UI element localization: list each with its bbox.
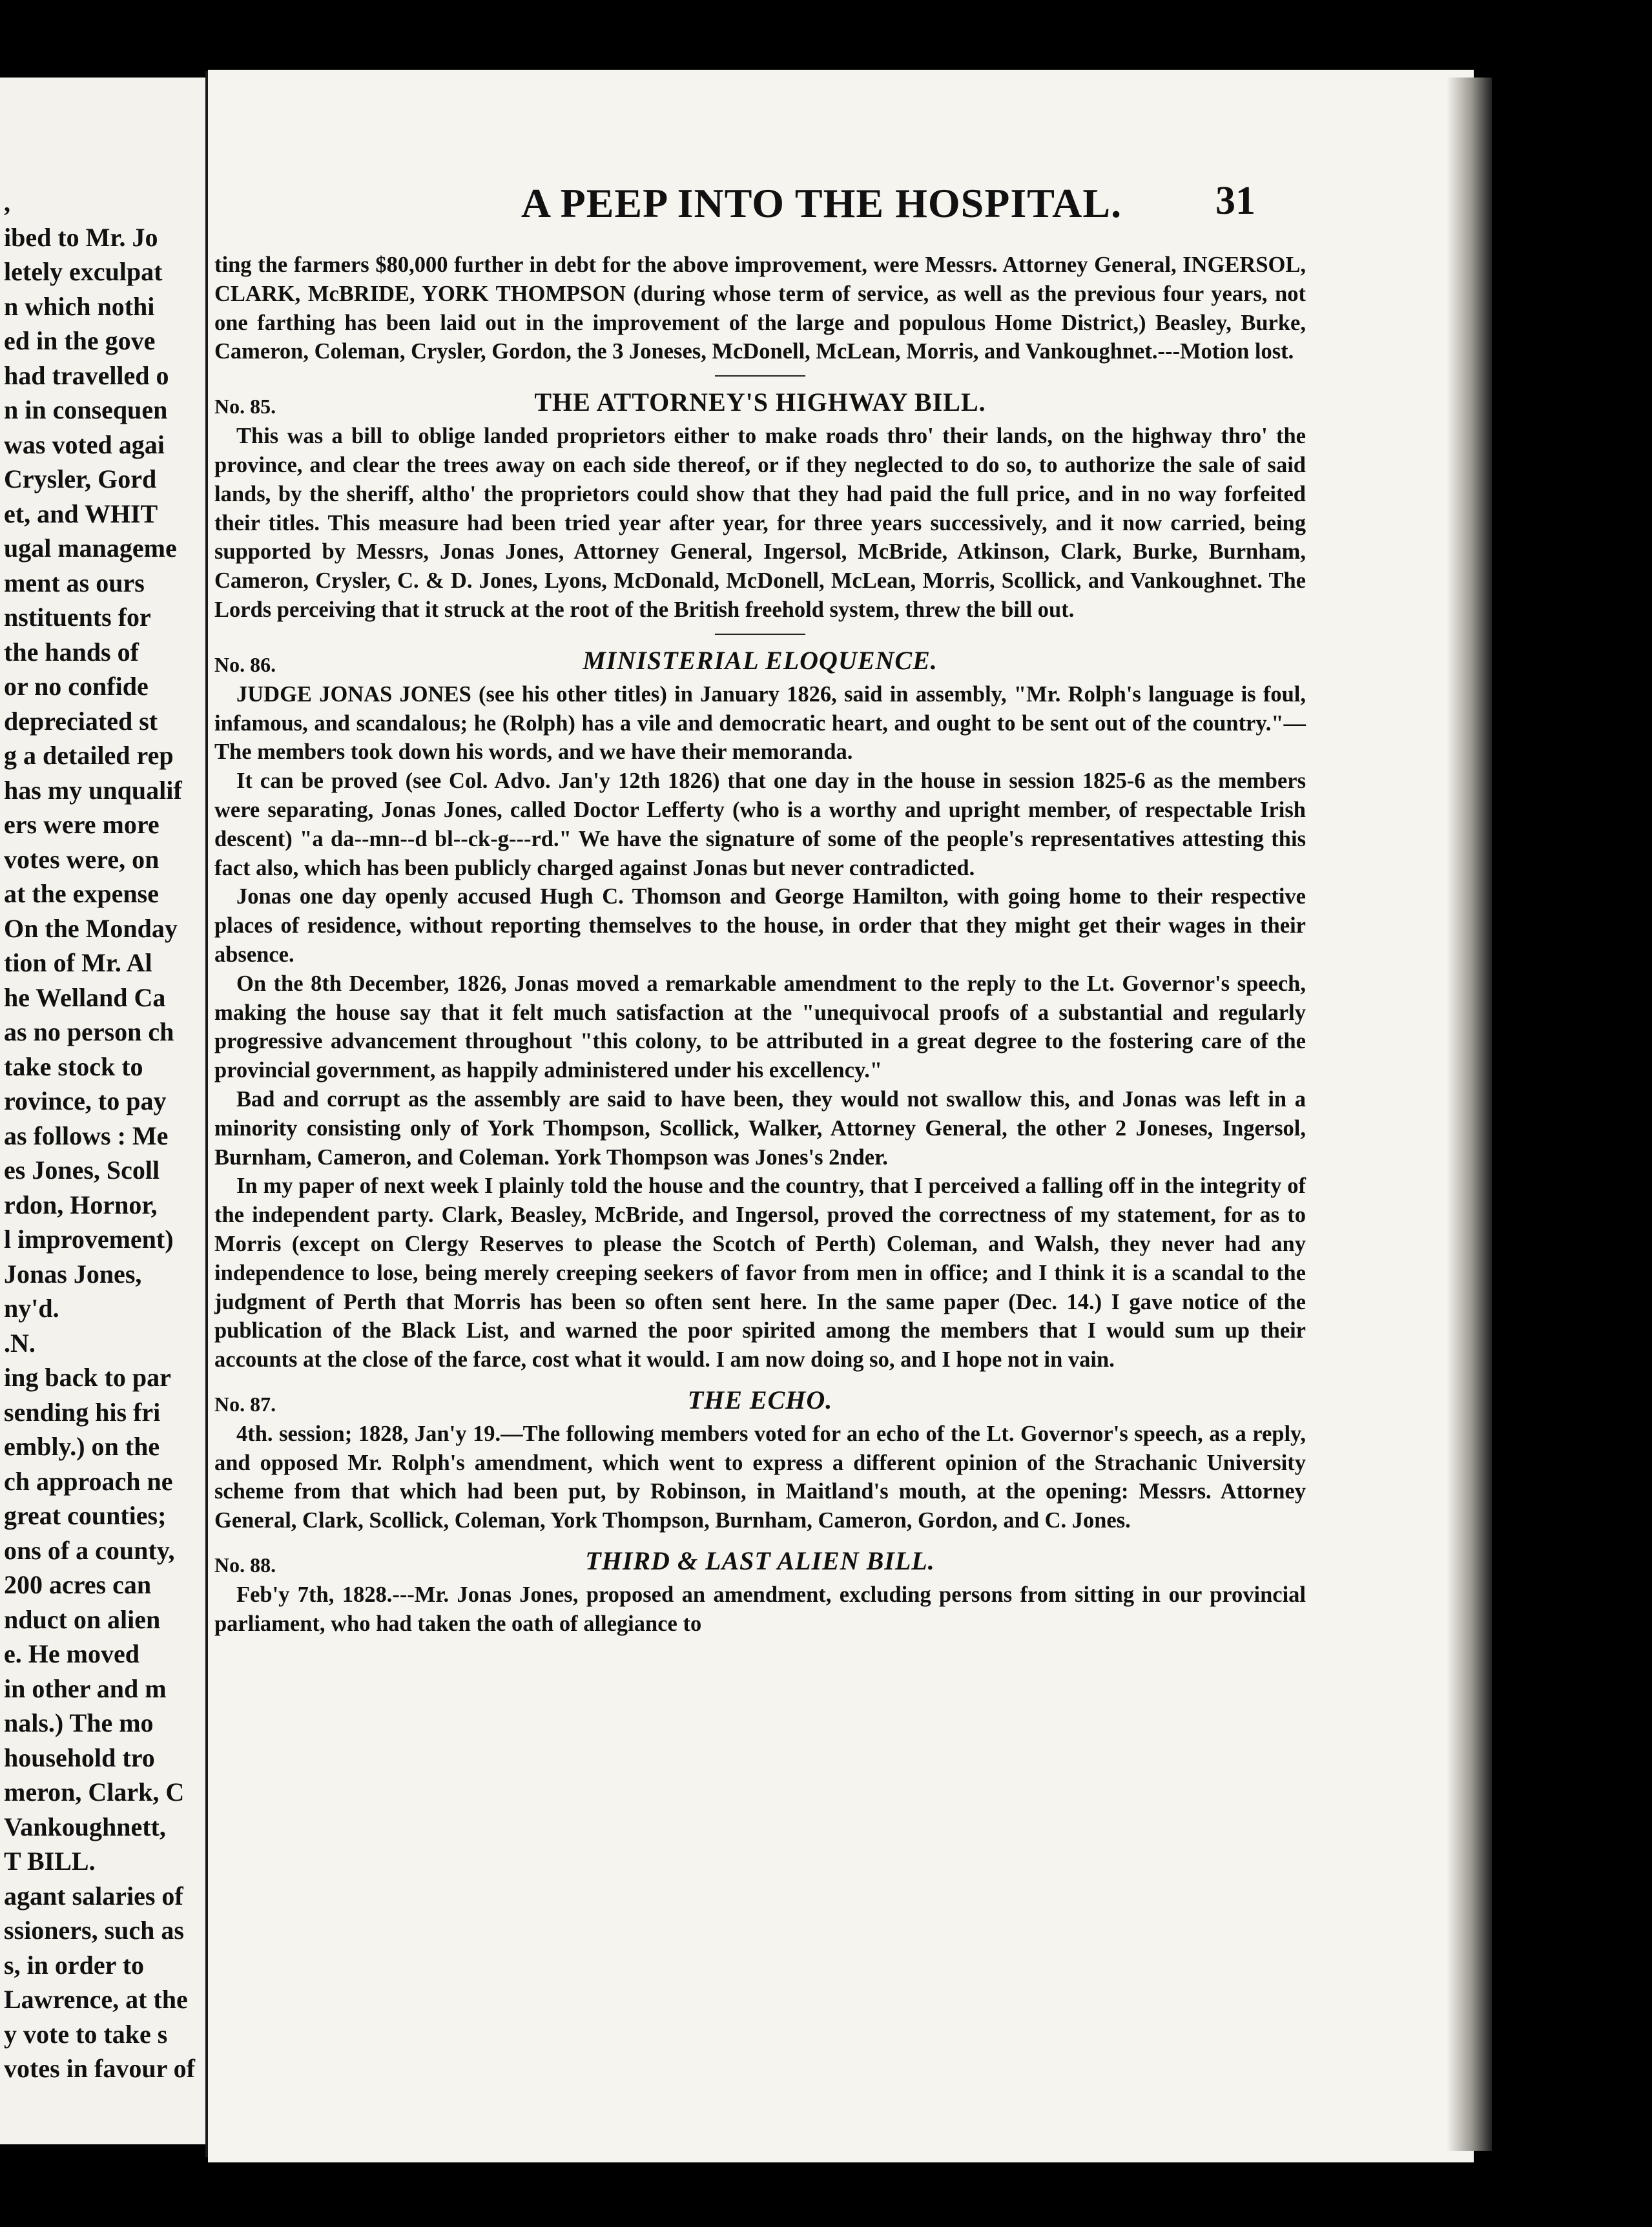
section-number: No. 88. bbox=[214, 1553, 276, 1577]
paragraph: On the 8th December, 1826, Jonas moved a remarkable amendment to the reply to the Lt. Governor's speech, making the house say that it felt much satisfaction at the "unequivocal proofs of a substantial and regularly progressive advancement throughout "this colony, to be attributed in a great degree to the fostering care of the provincial government, as happily administered under his excellency." bbox=[214, 971, 1306, 1083]
page-number: 31 bbox=[1215, 179, 1255, 223]
paragraph: It can be proved (see Col. Advo. Jan'y 12th 1826) that one day in the house in session 1825-6 as the members were separating, Jonas Jones, called Doctor Lefferty (who is a worthy and upright member, of respectable Irish descent) "a da--mn--d bl--ck-g---rd." We have the signature of some of the people's representatives attesting this fact also, which has been publicly charged against Jonas but never contradicted. bbox=[214, 769, 1306, 880]
facing-page-line: ment as ours bbox=[4, 568, 145, 597]
facing-page-line: great counties; bbox=[4, 1501, 167, 1530]
facing-page-line: tion of Mr. Al bbox=[4, 948, 152, 977]
facing-page-line: On the Monday bbox=[4, 913, 178, 943]
facing-page-line: ssioners, such as bbox=[4, 1916, 184, 1945]
facing-page-line: .N. bbox=[4, 1328, 36, 1358]
facing-page-line: Jonas Jones, bbox=[4, 1259, 142, 1289]
facing-page-line: he Welland Ca bbox=[4, 982, 166, 1012]
facing-page-line: as follows : Me bbox=[4, 1121, 169, 1150]
facing-page-line: sending his fri bbox=[4, 1397, 161, 1427]
section-title: THE ATTORNEY'S HIGHWAY BILL. bbox=[534, 388, 986, 417]
section-heading bbox=[214, 647, 1306, 680]
paragraph: In my paper of next week I plainly told the house and the country, that I perceived a falling off in the integrity of the independent party. Clark, Beasley, McBride, and Ingersol, proved the correctness of my statement, for as to Morris (except on Clergy Reserves to please the Scotch of Perth) Coleman, and Walsh, they never had any independence to lose, being merely creeping seekers of favor from men in office; and I think it is a scandal to the judgment of Perth that Morris has been so often sent here. In the same paper (Dec. 14.) I gave notice of the publication of the Black List, and warned the poor spirited among the members that I would sum up their accounts at the close of the farce, cost what it would. I am now doing so, and I hope not in vain. bbox=[214, 1174, 1306, 1372]
facing-page-line: s, in order to bbox=[4, 1950, 145, 1980]
facing-page-line: nduct on alien bbox=[4, 1604, 161, 1634]
section-number: No. 87. bbox=[214, 1392, 276, 1416]
facing-page-line: , bbox=[4, 188, 10, 217]
section-divider bbox=[715, 375, 805, 377]
paragraph: Bad and corrupt as the assembly are said to have been, they would not swallow this, and Jonas was left in a minority consisting only of York Thompson, Scollick, Walker, Attorney General, the other 2 Joneses, Ingersol, Burnham, Cameron, and Coleman. York Thompson was Jones's 2nder. bbox=[214, 1086, 1306, 1170]
facing-page-line: Vankoughnett, bbox=[4, 1812, 166, 1841]
facing-page-line: ibed to Mr. Jo bbox=[4, 222, 158, 252]
continued-paragraph: ting the farmers $80,000 further in debt for the above improvement, were Messrs. Attorney General, INGERSOL, CLARK, McBRIDE, YORK THOMPSON (during whose term of service, as well as the previous four years, not one farthing has been laid out in the improvement of the large and populous Home District,) Beasley, Burke, Cameron, Coleman, Crysler, Gordon, the 3 Joneses, McDonell, McLean, Morris, and Vankoughnet.---Motion lost. bbox=[214, 253, 1306, 364]
facing-page-line: nstituents for bbox=[4, 603, 151, 632]
facing-page-line: agant salaries of bbox=[4, 1881, 183, 1911]
facing-page-fragment bbox=[0, 78, 205, 2144]
page-content bbox=[208, 70, 1474, 2162]
facing-page-line: votes in favour of bbox=[4, 2054, 195, 2083]
facing-page-line: ons of a county, bbox=[4, 1535, 175, 1565]
facing-page-line: rovince, to pay bbox=[4, 1086, 167, 1115]
facing-page-line: take stock to bbox=[4, 1051, 143, 1081]
facing-page-line: depreciated st bbox=[4, 706, 158, 736]
facing-page-line: n which nothi bbox=[4, 291, 155, 321]
facing-page-line: ers were more bbox=[4, 810, 160, 839]
section-title: THE ECHO. bbox=[687, 1385, 833, 1414]
section-heading bbox=[214, 1547, 1306, 1580]
section-number: No. 86. bbox=[214, 652, 276, 676]
facing-page-line: T BILL. bbox=[4, 1847, 96, 1876]
facing-page-line: was voted agai bbox=[4, 430, 165, 459]
facing-page-line: y vote to take s bbox=[4, 2019, 168, 2049]
facing-page-line: has my unqualif bbox=[4, 775, 182, 805]
facing-page-line: at the expense bbox=[4, 879, 159, 908]
facing-page-line: rdon, Hornor, bbox=[4, 1190, 158, 1219]
facing-page-line: household tro bbox=[4, 1743, 155, 1772]
facing-page-line: Lawrence, at the bbox=[4, 1985, 188, 2014]
facing-page-line: ing back to par bbox=[4, 1363, 171, 1392]
section-heading bbox=[214, 1386, 1306, 1420]
paragraph: Jonas one day openly accused Hugh C. Thomson and George Hamilton, with going home to their respective places of residence, without reporting themselves to the house, in order that they might get their wages in their absence. bbox=[214, 884, 1306, 967]
facing-page-line: es Jones, Scoll bbox=[4, 1155, 160, 1185]
page-edge-shadow bbox=[1447, 78, 1492, 2151]
facing-page-line: or no confide bbox=[4, 672, 149, 701]
section-number: No. 85. bbox=[214, 395, 276, 419]
facing-page-line: et, and WHIT bbox=[4, 499, 158, 528]
paragraph: Feb'y 7th, 1828.---Mr. Jonas Jones, proposed an amendment, excluding persons from sitting in our provincial parliament, who had taken the oath of allegiance to bbox=[214, 1582, 1306, 1636]
section-divider bbox=[715, 634, 805, 635]
facing-page-line: letely exculpat bbox=[4, 257, 163, 286]
body-text bbox=[214, 251, 1306, 1639]
running-head: A PEEP INTO THE HOSPITAL. bbox=[521, 180, 1122, 226]
facing-page-line: had travelled o bbox=[4, 360, 169, 390]
facing-page-line: g a detailed rep bbox=[4, 741, 174, 770]
paragraph: This was a bill to oblige landed proprietors either to make roads thro' their lands, on the highway thro' the province, and clear the trees away on each side thereof, or if they neglected to do so, to authorize the sale of said lands, by the sheriff, altho' the proprietors could show that they had paid the full price, and in no way forfeited their titles. This measure had been tried year after year, for three years successively, and it now carried, being supported by Messrs, Jonas Jones, Attorney General, Ingersol, McBride, Atkinson, Clark, Burke, Burnham, Cameron, Crysler, C. & D. Jones, Lyons, McDonald, McDonell, McLean, Morris, Scollick, and Vankoughnet. The Lords perceiving that it struck at the root of the British freehold system, threw the bill out. bbox=[214, 424, 1306, 622]
facing-page-line: Crysler, Gord bbox=[4, 464, 157, 493]
facing-page-line: e. He moved bbox=[4, 1639, 139, 1668]
facing-page-line: as no person ch bbox=[4, 1017, 174, 1046]
facing-page-line: l improvement) bbox=[4, 1225, 174, 1254]
facing-page-line: ny'd. bbox=[4, 1294, 59, 1323]
facing-page-line: ed in the gove bbox=[4, 326, 156, 355]
facing-page-line: ugal manageme bbox=[4, 533, 177, 563]
section-title: THIRD & LAST ALIEN BILL. bbox=[585, 1546, 935, 1576]
book-page bbox=[208, 70, 1474, 2162]
facing-page-line: votes were, on bbox=[4, 844, 160, 874]
facing-page-line: ch approach ne bbox=[4, 1466, 173, 1496]
paragraph: 4th. session; 1828, Jan'y 19.—The following members voted for an echo of the Lt. Governor's speech, as a reply, and opposed Mr. Rolph's amendment, which went to express a different opinion of the Strachanic University scheme from that which had been put, by Robinson, in Maitland's mouth, at the opening: Messrs. Attorney General, Clark, Scollick, Coleman, York Thompson, Burnham, Cameron, Gordon, and C. Jones. bbox=[214, 1421, 1306, 1533]
facing-page-line: meron, Clark, C bbox=[4, 1777, 185, 1807]
facing-page-line: the hands of bbox=[4, 637, 139, 667]
section-title: MINISTERIAL ELOQUENCE. bbox=[583, 645, 938, 675]
facing-page-line: n in consequen bbox=[4, 395, 168, 424]
facing-page-line: in other and m bbox=[4, 1673, 167, 1703]
paragraph: JUDGE JONAS JONES (see his other titles) in January 1826, said in assembly, "Mr. Rolph's language is foul, infamous, and scandalous; he (Rolph) has a vile and democratic heart, and ought to be sent out of the country."—The members took down his words, and we have their memoranda. bbox=[214, 681, 1306, 765]
facing-page-line: embly.) on the bbox=[4, 1432, 160, 1461]
section-heading bbox=[214, 388, 1306, 422]
facing-page-line: nals.) The mo bbox=[4, 1708, 154, 1737]
facing-page-line: 200 acres can bbox=[4, 1570, 152, 1599]
